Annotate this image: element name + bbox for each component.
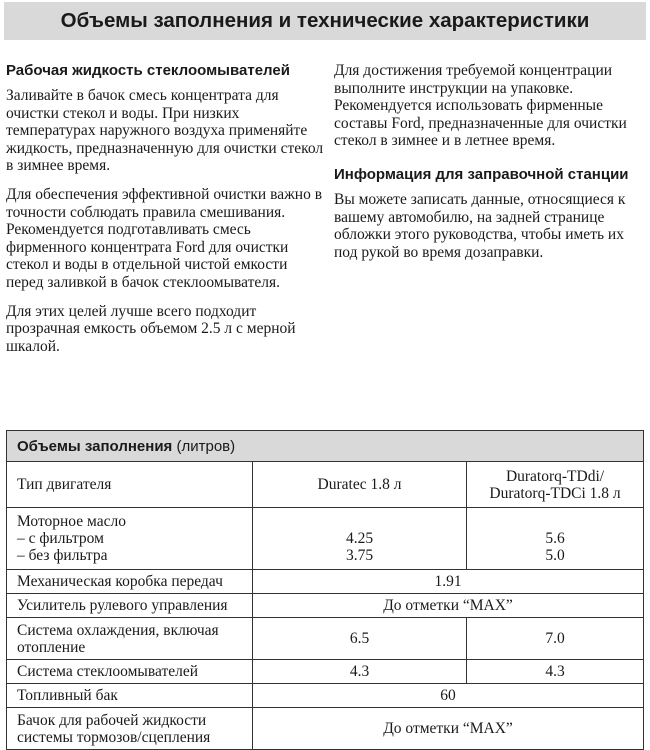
left-column <box>6 62 324 366</box>
concentration-paragraph: Для достижения требуемой концентрации выполните инструкции на упаковке. Рекомендуется использовать фирменные составы Ford, предназначенные для очистки стекол в зимнее и в летнее время. <box>334 62 627 150</box>
washer-paragraph-1: Заливайте в бачок смесь концентрата для очистки стекол и воды. При низких температурах наружного воздуха применяйте жидкость, предназначенную для очистки стекол в зимнее время. <box>6 87 324 175</box>
table-row <box>7 684 644 708</box>
steering-value: До отметки “MAX” <box>253 594 644 618</box>
fuel-station-paragraph: Вы можете записать данные, относящиеся к вашему автомобилю, на задней странице обложки этого руководства, чтобы иметь их под рукой во время дозаправки. <box>334 190 626 261</box>
fuel-tank-label: Топливный бак <box>7 684 253 708</box>
washer-paragraph-2: Для обеспечения эффективной очистки важно в точности соблюдать правила смешивания. Рекомендуется подготавливать смесь фирменного концентрата Ford для очистки стекол и воды в отдельной чистой емкости перед заливкой в бачок стеклоомывателя. <box>6 185 323 291</box>
oil-engine2-without: 5.0 <box>545 547 565 564</box>
washer-engine1: 4.3 <box>253 660 467 684</box>
oil-engine2-values <box>467 508 644 570</box>
table-row <box>7 618 644 660</box>
engine1-name: Duratec 1.8 л <box>253 462 467 508</box>
capacities-table <box>6 430 644 750</box>
oil-with-filter-label: – с фильтром <box>17 530 104 547</box>
engine-type-label: Тип двигателя <box>7 462 253 508</box>
steering-label: Усилитель рулевого управления <box>7 594 253 618</box>
cooling-label-line2: отопление <box>17 638 86 656</box>
cooling-engine2: 7.0 <box>467 618 644 660</box>
oil-engine1-values <box>253 508 467 570</box>
brake-fluid-value: До отметки “MAX” <box>253 708 644 750</box>
table-row <box>7 462 644 508</box>
table-title <box>7 431 644 462</box>
oil-engine1-with: 4.25 <box>345 530 374 547</box>
washer-system-label: Система стеклоомывателей <box>7 660 253 684</box>
page-title: Объемы заполнения и технические характеристики <box>4 2 646 40</box>
table-title-row <box>7 431 644 462</box>
oil-engine1-without: 3.75 <box>345 547 374 564</box>
fuel-station-heading: Информация для заправочной станции <box>334 165 629 183</box>
oil-without-filter-label: – без фильтра <box>17 547 108 564</box>
oil-label-main: Моторное масло <box>17 513 126 530</box>
cooling-label <box>7 618 253 660</box>
washer-engine2: 4.3 <box>467 660 644 684</box>
oil-engine2-with: 5.6 <box>545 530 565 547</box>
table-row <box>7 708 644 750</box>
fuel-tank-value: 60 <box>253 684 644 708</box>
table-row <box>7 570 644 594</box>
table-row <box>7 660 644 684</box>
gearbox-label: Механическая коробка передач <box>7 570 253 594</box>
brake-label-line1: Бачок для рабочей жидкости <box>17 711 207 729</box>
cooling-label-line1: Система охлаждения, включая <box>17 621 219 639</box>
washer-paragraph-3: Для этих целей лучше всего подходит прозрачная емкость объемом 2.5 л с мерной шкалой. <box>6 302 296 355</box>
brake-label-line2: системы тормозов/сцепления <box>17 728 211 746</box>
table-row <box>7 594 644 618</box>
table-title-bold: Объемы заполнения <box>17 437 173 455</box>
gearbox-value: 1.91 <box>253 570 644 594</box>
table-row <box>7 508 644 570</box>
right-column <box>334 62 644 272</box>
washer-fluid-heading: Рабочая жидкость стеклоомывателей <box>6 62 290 79</box>
cooling-engine1: 6.5 <box>253 618 467 660</box>
oil-label <box>7 508 253 570</box>
engine2-name <box>467 462 644 508</box>
engine2-name-line1: Duratorq-TDdi/ <box>505 467 605 485</box>
engine2-name-line2: Duratorq-TDCi 1.8 л <box>489 484 621 502</box>
brake-fluid-label <box>7 708 253 750</box>
table-title-unit: (литров) <box>176 437 236 455</box>
